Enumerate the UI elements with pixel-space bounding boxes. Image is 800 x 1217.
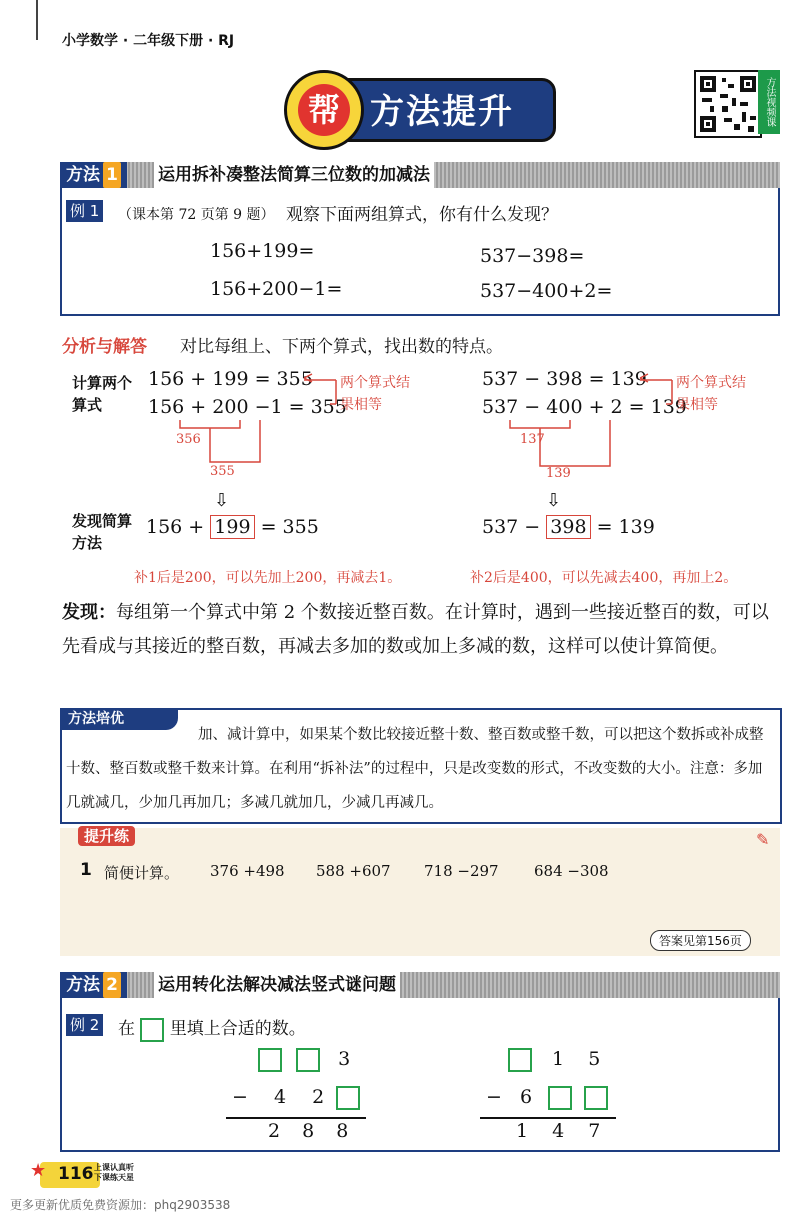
example2-text — [118, 1014, 306, 1042]
right-find-pre: 537 − — [482, 516, 541, 538]
blank-box — [140, 1018, 164, 1042]
footer-slogan-2: 下课练天星 — [94, 1173, 134, 1182]
page-number: 116 — [58, 1164, 94, 1184]
right-eq1: 537 − 398 = 139 — [482, 368, 647, 390]
example1-expr-3: 537−398= — [480, 245, 585, 267]
right-puzzle-result — [516, 1120, 600, 1142]
left-puzzle-result — [268, 1120, 348, 1142]
analysis-left-label: 计算两个算式 — [72, 374, 133, 414]
right-s1: 6 — [519, 1086, 533, 1108]
method2-label-text: 方法 — [66, 975, 100, 995]
discovery-label: 发现： — [62, 602, 116, 623]
left-s1: 4 — [273, 1086, 287, 1108]
example1-expr-4: 537−400+2= — [480, 280, 613, 302]
method2-label — [60, 972, 127, 998]
left-find-pre: 156 + — [146, 516, 205, 538]
blank-box[interactable] — [584, 1086, 608, 1110]
left-note: 两个算式结果相等 — [340, 375, 410, 413]
example1-expr-1: 156+199= — [210, 240, 315, 262]
left-find-post: = 355 — [260, 516, 319, 538]
example1-source: （课本第 72 页第 9 题） — [118, 207, 275, 223]
blank-box[interactable] — [548, 1086, 572, 1110]
left-sub1: 356 — [176, 432, 201, 447]
pencil-icon: ✎ — [756, 830, 770, 849]
practice-num: 1 — [80, 860, 92, 880]
left-tip: 补1后是200，可以先加上200，再减去1。 — [134, 570, 402, 586]
right-d1: 1 — [552, 1048, 565, 1070]
right-puzzle-row2 — [486, 1086, 608, 1110]
left-s2: 2 — [312, 1086, 325, 1108]
example1-tag: 例 1 — [66, 200, 103, 222]
left-puzzle-row1 — [258, 1048, 350, 1072]
discovery — [62, 596, 782, 664]
tip-tag: 方法培优 — [60, 708, 178, 730]
right-r1: 1 — [516, 1120, 529, 1142]
method1-num: 1 — [103, 162, 121, 188]
discovery-text: 每组第一个算式中第 2 个数接近整百数。在计算时，遇到一些接近整百的数，可以先看成与其接近的整百数，再减去多加的数或加上多减的数，这样可以使计算简便。 — [62, 602, 769, 657]
title-badge — [284, 70, 364, 150]
example2-text-pre: 在 — [118, 1019, 135, 1039]
blank-box[interactable] — [258, 1048, 282, 1072]
method1-label — [60, 162, 127, 188]
footer-slogan-1: 上课认真听 — [94, 1163, 134, 1172]
method2-title: 运用转化法解决减法竖式谜问题 — [154, 972, 400, 998]
tip-text: 加、减计算中，如果某个数比较接近整十数、整百数或整千数，可以把这个数拆或补成整十数、整百数或整千数来计算。在利用“拆补法”的过程中，只是改变数的形式，不改变数的大小。注意：多加几就减几，少加几再加几；多减几就加几，少减几再减几。 — [66, 727, 764, 811]
right-sub2: 139 — [546, 466, 571, 481]
title-badge-text: 帮 — [298, 84, 350, 136]
qr-label: 方法视频课 — [758, 70, 780, 134]
right-r2: 4 — [552, 1120, 565, 1142]
left-eq1: 156 + 199 = 355 — [148, 368, 313, 390]
right-r3: 7 — [588, 1120, 601, 1142]
star-icon: ★ — [30, 1160, 47, 1181]
arrow-down-icon: ⇩ — [214, 490, 230, 511]
book-header: 小学数学 · 二年级下册 · RJ — [62, 33, 235, 49]
example2-text-post: 里填上合适的数。 — [169, 1019, 306, 1039]
example2-tag: 例 2 — [66, 1014, 103, 1036]
right-find — [482, 516, 655, 538]
blank-box[interactable] — [296, 1048, 320, 1072]
footer-credit: 更多更新优质免费资源加：phq2903538 — [10, 1198, 231, 1212]
left-r1: 2 — [268, 1120, 281, 1142]
practice-tag: 提升练 — [78, 826, 135, 846]
left-r2: 8 — [302, 1120, 315, 1142]
answer-ref[interactable]: 答案见第156页 — [650, 930, 751, 951]
method1-label-text: 方法 — [66, 165, 100, 185]
left-d1: 3 — [338, 1048, 351, 1070]
analysis-label: 分析与解答 — [62, 337, 147, 357]
practice-item-3: 718 −297 — [424, 862, 499, 880]
right-find-post: = 139 — [596, 516, 655, 538]
blank-box[interactable] — [336, 1086, 360, 1110]
practice-item-1: 376 +498 — [210, 862, 285, 880]
right-puzzle-row1 — [508, 1048, 600, 1072]
practice-item-4: 684 −308 — [534, 862, 609, 880]
page-title: 方法提升 — [370, 92, 514, 132]
left-find — [146, 516, 319, 538]
arrow-down-icon: ⇩ — [546, 490, 562, 511]
footer-slogan — [94, 1163, 134, 1183]
analysis-text: 对比每组上、下两个算式，找出数的特点。 — [180, 337, 503, 357]
practice-item-2: 588 +607 — [316, 862, 391, 880]
left-puzzle-line — [226, 1117, 366, 1119]
example1-question: 观察下面两组算式，你有什么发现？ — [286, 205, 558, 225]
left-eq2: 156 + 200 −1 = 355 — [148, 396, 347, 418]
left-find-box: 199 — [210, 515, 254, 539]
method1-title: 运用拆补凑整法简算三位数的加减法 — [154, 162, 434, 188]
find-label: 发现简算方法 — [72, 512, 133, 552]
left-r3: 8 — [336, 1120, 349, 1142]
right-sub1: 137 — [520, 432, 545, 447]
blank-box[interactable] — [508, 1048, 532, 1072]
corner-mark — [36, 0, 38, 40]
example1-expr-2: 156+200−1= — [210, 278, 343, 300]
left-puzzle-row2 — [232, 1086, 360, 1110]
method2-num: 2 — [103, 972, 121, 998]
left-op: − — [232, 1086, 248, 1108]
right-eq2: 537 − 400 + 2 = 139 — [482, 396, 687, 418]
right-tip: 补2后是400，可以先减去400，再加上2。 — [470, 570, 738, 586]
right-d2: 5 — [588, 1048, 601, 1070]
practice-prompt: 简便计算。 — [104, 864, 180, 882]
analysis-brackets — [140, 370, 780, 500]
right-op: − — [486, 1086, 502, 1108]
qr-code-icon[interactable] — [694, 70, 762, 138]
right-puzzle-line — [480, 1117, 616, 1119]
right-find-box: 398 — [546, 515, 590, 539]
left-sub2: 355 — [210, 464, 235, 479]
right-note: 两个算式结果相等 — [676, 375, 746, 413]
